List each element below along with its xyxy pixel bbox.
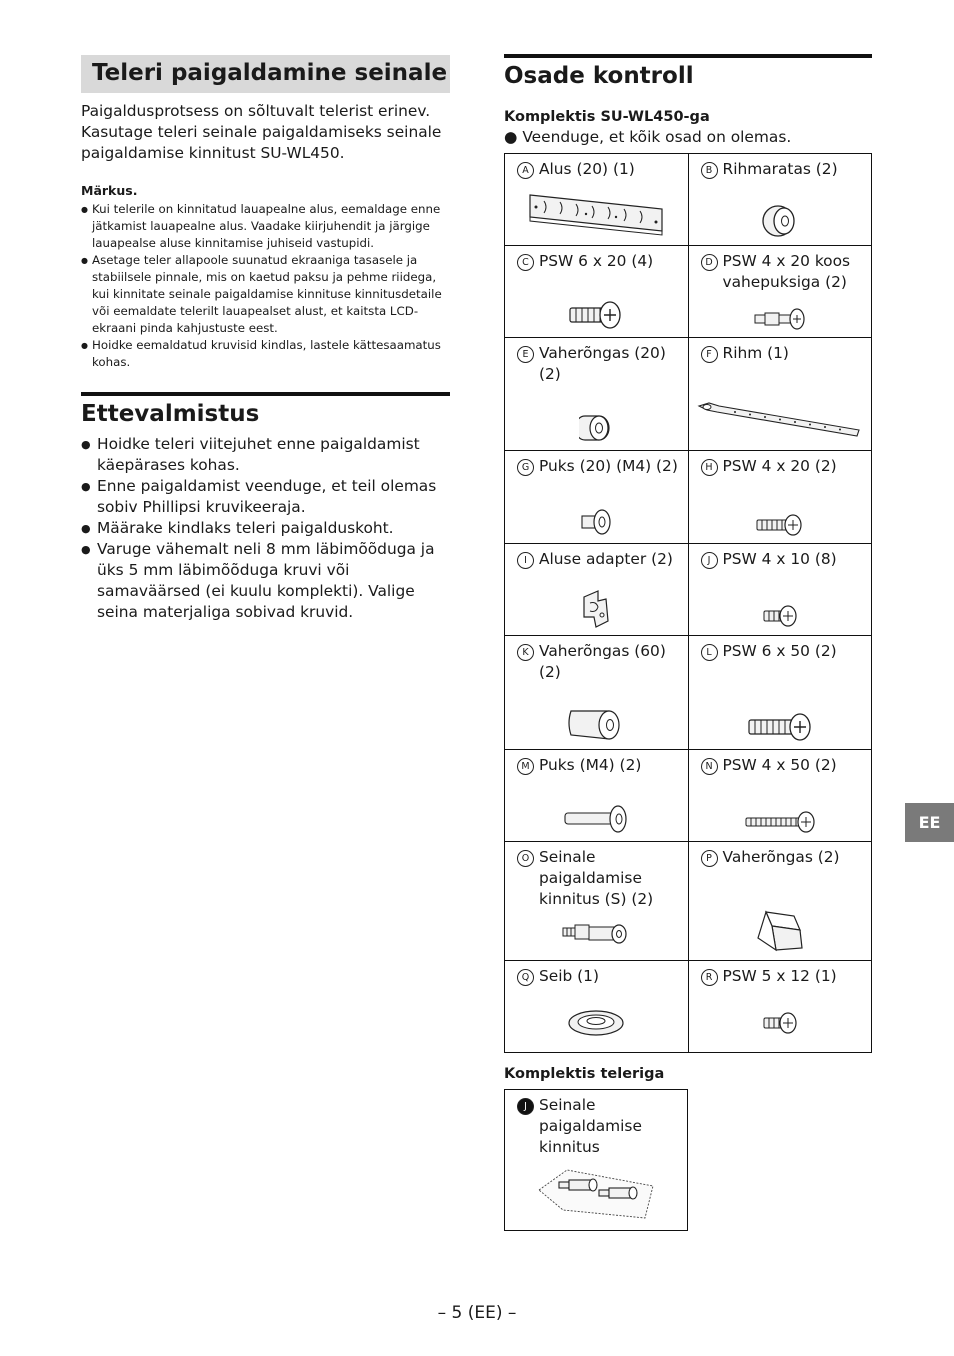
part-label: PSW 5 x 12 (1) <box>722 967 837 985</box>
part-letter: O <box>517 850 534 867</box>
part-label: Alus (20) (1) <box>539 160 635 178</box>
preparation-item: ● Varuge vähemalt neli 8 mm läbimõõduga ja üks 5 mm läbimõõduga kruvi või samaväärsed (ei kuulu komplekti). Valige seina materjaliga sobivad kruvid. <box>81 539 450 623</box>
spacer-ring-icon <box>579 410 613 444</box>
parts-table <box>504 153 872 1053</box>
adapter-icon <box>576 587 616 629</box>
part-cell-l <box>688 636 872 750</box>
part-letter: D <box>701 254 718 271</box>
language-tab: EE <box>905 803 954 842</box>
notes-list <box>81 201 450 371</box>
section-title-wall-mounting: Teleri paigaldamine seinale <box>81 55 450 93</box>
bagged-parts-icon <box>533 1166 659 1222</box>
part-cell-h <box>688 451 872 544</box>
part-label: PSW 6 x 20 (4) <box>539 252 654 270</box>
page-number: – 5 (EE) – <box>437 1303 517 1323</box>
part-label: Seib (1) <box>539 967 599 985</box>
section-title-preparation: Ettevalmistus <box>81 392 450 428</box>
part-cell-n <box>688 750 872 842</box>
part-letter: E <box>517 346 534 363</box>
part-cell-g <box>505 451 689 544</box>
tv-part-cell <box>505 1090 688 1231</box>
preparation-item: ● Määrake kindlaks teleri paigalduskoht. <box>81 518 450 539</box>
part-letter: N <box>701 758 718 775</box>
part-label: Rihmaratas (2) <box>722 160 838 178</box>
preparation-item: ● Enne paigaldamist veenduge, et teil olemas sobiv Phillipsi kruvikeeraja. <box>81 476 450 518</box>
part-label: Seinale paigaldamise kinnitus <box>539 1096 642 1156</box>
screw-icon <box>566 299 626 331</box>
part-letter: A <box>517 162 534 179</box>
kit-check-text: ● Veenduge, et kõik osad on olemas. <box>504 128 792 146</box>
part-label: PSW 4 x 10 (8) <box>722 550 837 568</box>
part-label: Puks (M4) (2) <box>539 756 642 774</box>
part-cell-q <box>505 961 689 1053</box>
part-cell-r <box>688 961 872 1053</box>
intro-text: Paigaldusprotsess on sõltuvalt telerist erinev. Kasutage teleri seinale paigaldamiseks seinale paigaldamise kinnitust SU-WL450. <box>81 102 442 162</box>
part-cell-i <box>505 544 689 636</box>
part-letter: H <box>701 459 718 476</box>
washer-icon <box>566 1008 626 1038</box>
part-letter: J <box>701 552 718 569</box>
left-column <box>81 55 450 623</box>
part-label: Aluse adapter (2) <box>539 550 673 568</box>
part-cell-c <box>505 246 689 338</box>
part-cell-k <box>505 636 689 750</box>
screw-icon <box>760 603 800 629</box>
part-cell-d <box>688 246 872 338</box>
screw-icon <box>755 513 805 537</box>
screw-icon <box>747 711 813 743</box>
part-cell-a <box>505 154 689 246</box>
screw-icon <box>760 1010 800 1036</box>
screw-spacer-icon <box>753 307 807 331</box>
part-cell-f <box>688 338 872 451</box>
mount-screw-icon <box>561 920 631 950</box>
part-label: Vaherõngas (2) <box>722 848 840 866</box>
screw-icon <box>744 809 816 835</box>
part-label: PSW 6 x 50 (2) <box>722 642 837 660</box>
part-cell-j <box>688 544 872 636</box>
part-letter: B <box>701 162 718 179</box>
part-letter: M <box>517 758 534 775</box>
part-letter: P <box>701 850 718 867</box>
part-cell-p <box>688 842 872 961</box>
part-letter: C <box>517 254 534 271</box>
part-label: Rihm (1) <box>722 344 789 362</box>
part-cell-b <box>688 154 872 246</box>
kit-subtitle: Komplektis SU-WL450-ga <box>504 109 710 125</box>
part-cell-o <box>505 842 689 961</box>
rail-bracket-icon <box>526 185 666 239</box>
part-cell-e <box>505 338 689 451</box>
part-letter: J <box>517 1098 534 1115</box>
pulley-icon <box>758 203 802 239</box>
bushing-icon <box>578 507 614 537</box>
part-label: PSW 4 x 50 (2) <box>722 756 837 774</box>
belt-icon <box>695 400 865 440</box>
note-item: ● Kui telerile on kinnitatud lauapealne alus, eemaldage enne jätkamist lauapealne alus. Vaadake kiirjuhendit ja järgige lauapealse aluse kinnitamise juhiseid vastupidi. <box>81 201 450 252</box>
part-letter: L <box>701 644 718 661</box>
tv-parts-table <box>504 1089 688 1231</box>
long-spacer-icon <box>565 705 627 743</box>
tv-kit-subtitle: Komplektis teleriga <box>504 1066 665 1082</box>
part-letter: K <box>517 644 534 661</box>
part-letter: G <box>517 459 534 476</box>
part-label: PSW 4 x 20 koos vahepuksiga (2) <box>722 252 851 291</box>
block-spacer-icon <box>752 908 808 954</box>
section-title-parts-check: Osade kontroll <box>504 54 872 90</box>
part-label: Vaherõngas (60) (2) <box>539 642 666 681</box>
part-letter: I <box>517 552 534 569</box>
part-label: Seinale paigaldamise kinnitus (S) (2) <box>539 848 654 908</box>
note-item: ● Hoidke eemaldatud kruvisid kindlas, lastele kättesaamatus kohas. <box>81 337 450 371</box>
part-letter: Q <box>517 969 534 986</box>
right-column <box>504 54 872 1231</box>
part-label: PSW 4 x 20 (2) <box>722 457 837 475</box>
part-letter: F <box>701 346 718 363</box>
long-bushing-icon <box>561 803 631 835</box>
part-cell-m <box>505 750 689 842</box>
preparation-item: ● Hoidke teleri viitejuhet enne paigaldamist käepärases kohas. <box>81 434 450 476</box>
part-label: Puks (20) (M4) (2) <box>539 457 678 475</box>
preparation-list <box>81 434 450 623</box>
part-letter: R <box>701 969 718 986</box>
note-title: Märkus. <box>81 183 138 198</box>
note-item: ● Asetage teler allapoole suunatud ekraaniga tasasele ja stabiilsele pinnale, mis on kaetud paksu ja pehme riidega, kui kinnitate seinale paigaldamise kinnituse kinnitusdetaile või eemaldate telerilt lauapealset alust, et kaitsta LCD-ekraani pinda kahjustuste eest. <box>81 252 450 337</box>
part-label: Vaherõngas (20) (2) <box>539 344 666 383</box>
